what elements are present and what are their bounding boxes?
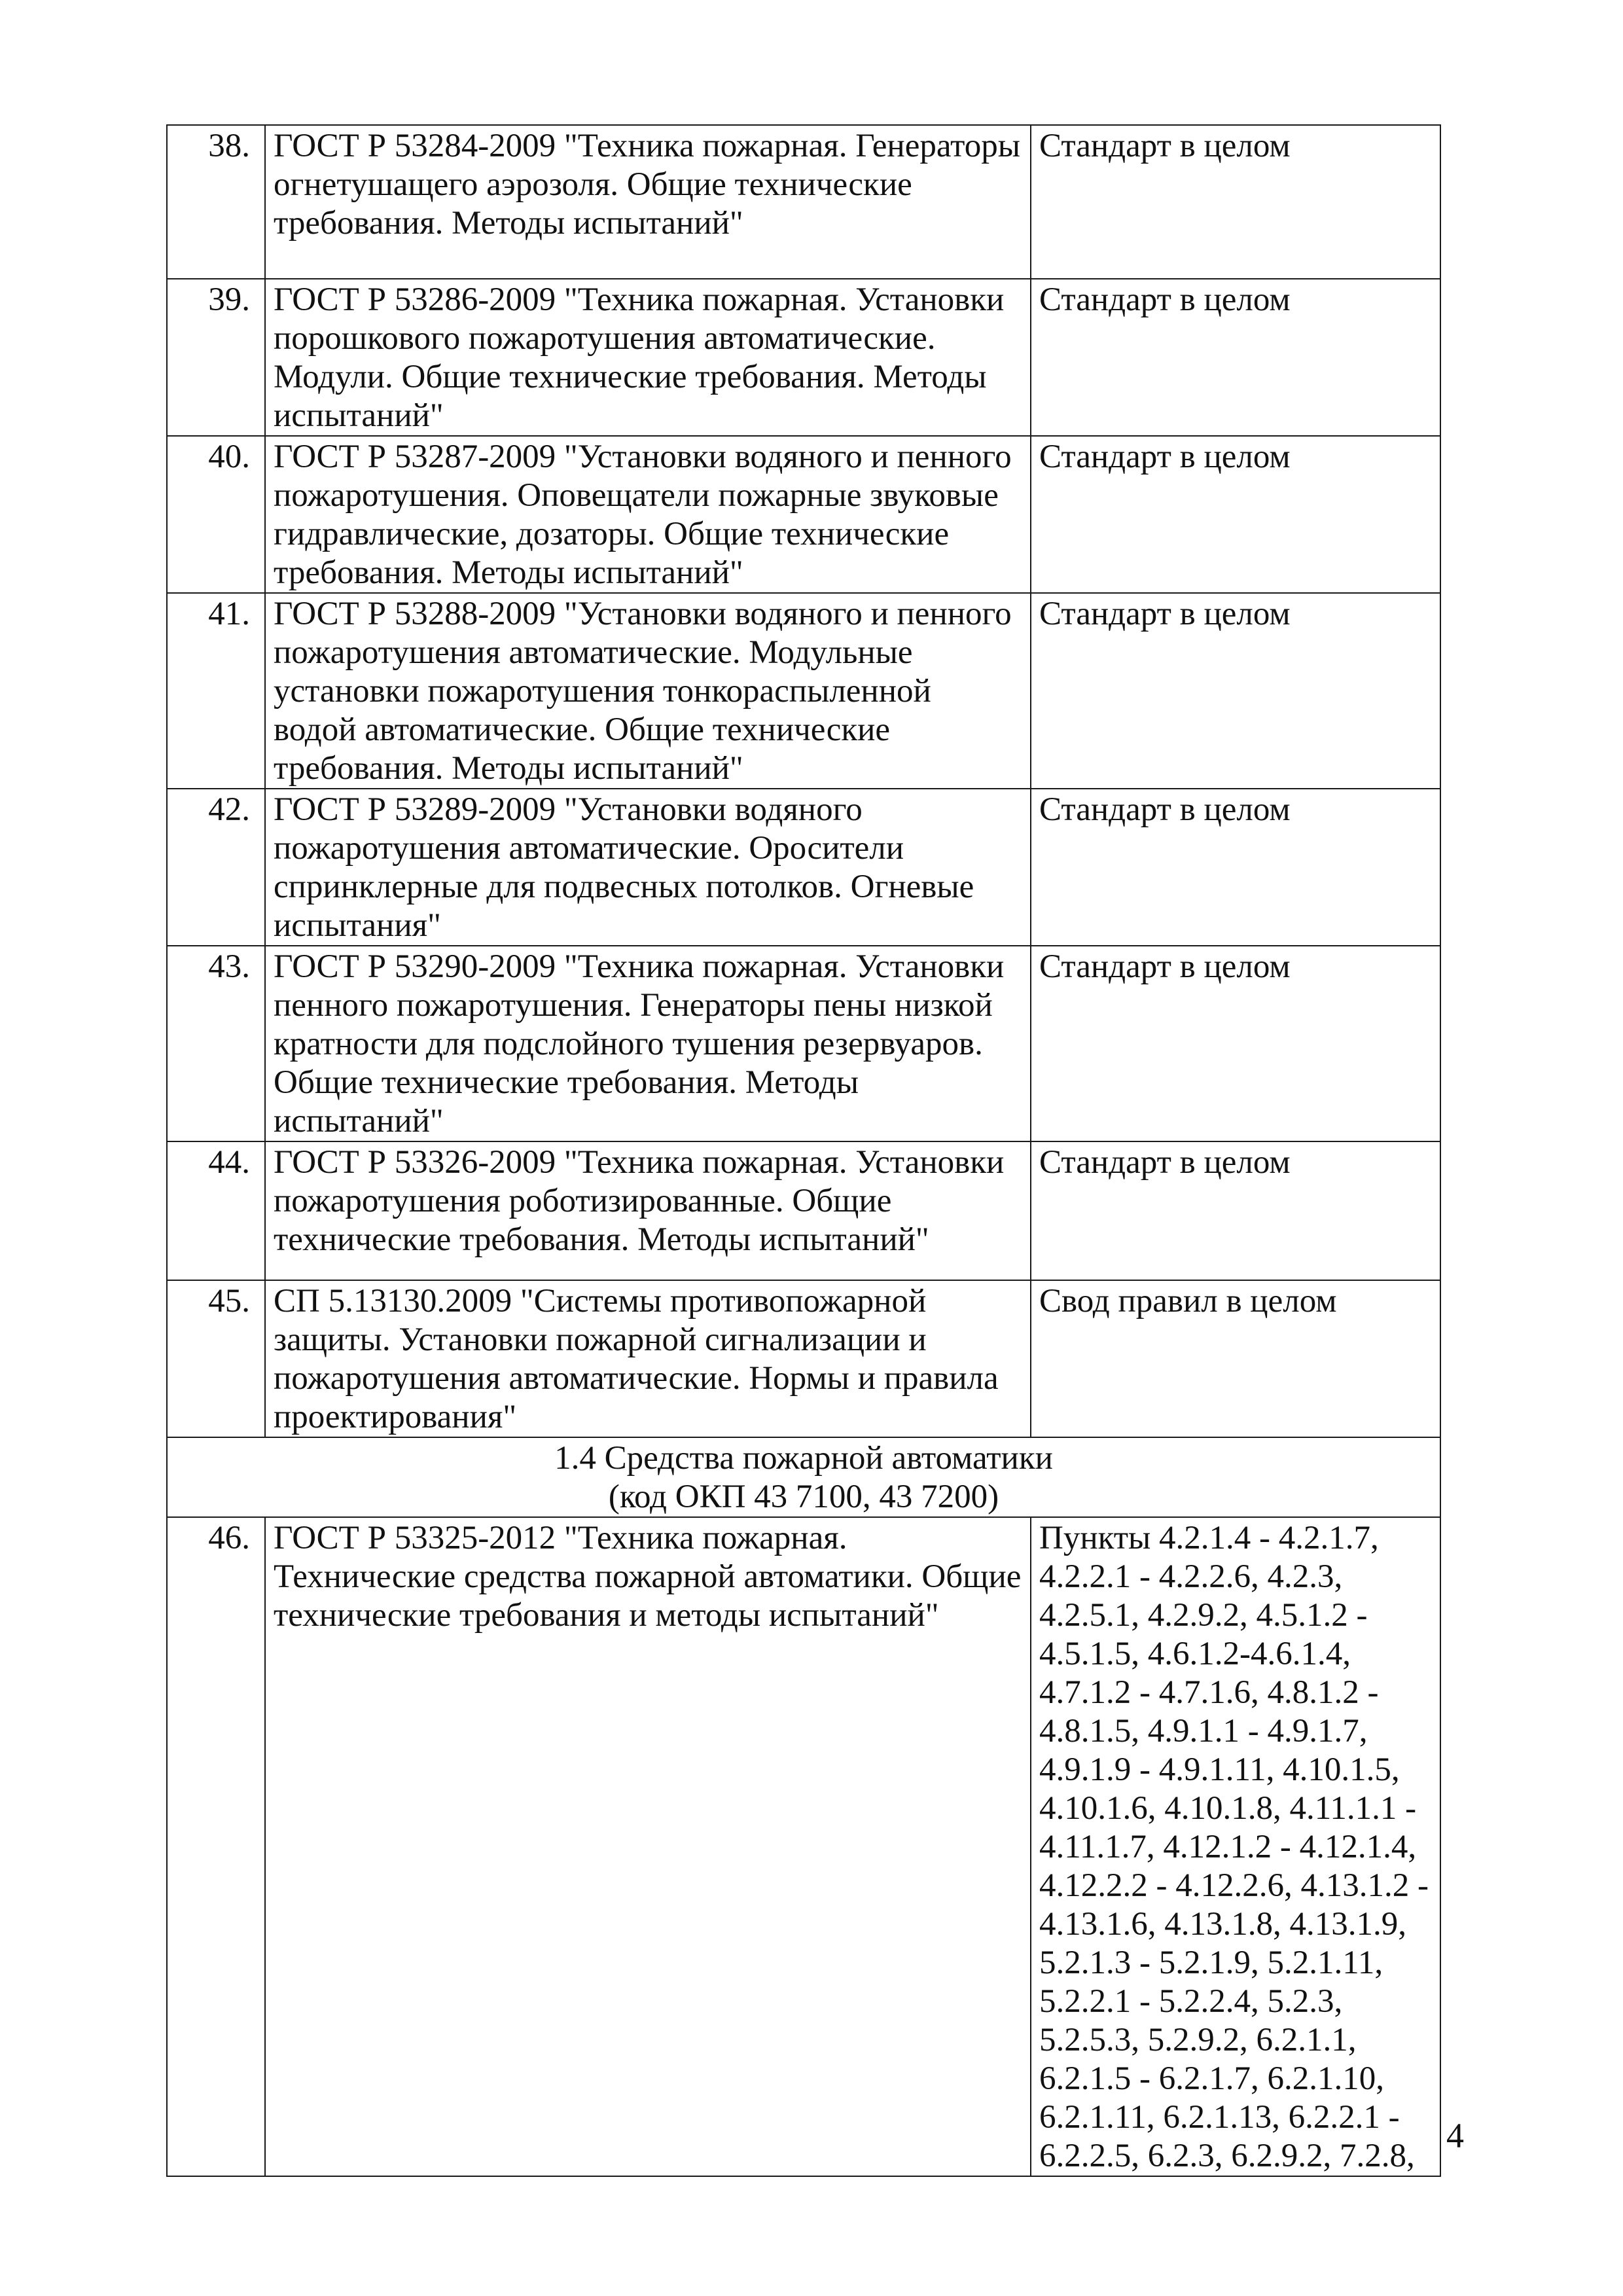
row-number: 45. [167, 1280, 265, 1437]
section-header [167, 1437, 1440, 1517]
table-row [167, 279, 1440, 436]
document-title: ГОСТ Р 53326-2009 "Техника пожарная. Установки пожаротушения роботизированные. Общие технические требования. Методы испытаний" [265, 1141, 1031, 1280]
row-number: 43. [167, 946, 265, 1141]
row-number: 38. [167, 125, 265, 279]
row-number: 42. [167, 789, 265, 946]
page-number: 4 [1446, 2116, 1464, 2155]
applicability-text: Стандарт в целом [1031, 125, 1440, 279]
applicability-text: Стандарт в целом [1031, 789, 1440, 946]
standards-table [166, 124, 1441, 2177]
document-title: ГОСТ Р 53290-2009 "Техника пожарная. Установки пенного пожаротушения. Генераторы пены низкой кратности для подслойного тушения резервуаров. Общие технические требования. Методы испытаний" [265, 946, 1031, 1141]
applicability-text: Свод правил в целом [1031, 1280, 1440, 1437]
table-row [167, 436, 1440, 593]
row-number: 44. [167, 1141, 265, 1280]
table-row [167, 1141, 1440, 1280]
document-title: ГОСТ Р 53288-2009 "Установки водяного и пенного пожаротушения автоматические. Модульные установки пожаротушения тонкораспыленной водой автоматические. Общие технические требования. Методы испытаний" [265, 593, 1031, 789]
applicability-text: Стандарт в целом [1031, 593, 1440, 789]
table-row [167, 125, 1440, 279]
row-number: 46. [167, 1517, 265, 2176]
document-title: ГОСТ Р 53287-2009 "Установки водяного и пенного пожаротушения. Оповещатели пожарные звуковые гидравлические, дозаторы. Общие технические требования. Методы испытаний" [265, 436, 1031, 593]
document-title: ГОСТ Р 53325-2012 "Техника пожарная. Технические средства пожарной автоматики. Общие технические требования и методы испытаний" [265, 1517, 1031, 2176]
table-row [167, 1280, 1440, 1437]
table-row [167, 789, 1440, 946]
row-number: 41. [167, 593, 265, 789]
section-header-row [167, 1437, 1440, 1517]
row-number: 39. [167, 279, 265, 436]
applicability-text: Стандарт в целом [1031, 946, 1440, 1141]
document-title: СП 5.13130.2009 "Системы противопожарной защиты. Установки пожарной сигнализации и пожаротушения автоматические. Нормы и правила проектирования" [265, 1280, 1031, 1437]
table-row [167, 1517, 1440, 2176]
document-title: ГОСТ Р 53286-2009 "Техника пожарная. Установки порошкового пожаротушения автоматические. Модули. Общие технические требования. Методы испытаний" [265, 279, 1031, 436]
applicability-text: Пункты 4.2.1.4 - 4.2.1.7, 4.2.2.1 - 4.2.2.6, 4.2.3, 4.2.5.1, 4.2.9.2, 4.5.1.2 - 4.5.1.5, 4.6.1.2-4.6.1.4, 4.7.1.2 - 4.7.1.6, 4.8.1.2 - 4.8.1.5, 4.9.1.1 - 4.9.1.7, 4.9.1.9 - 4.9.1.11, 4.10.1.5, 4.10.1.6, 4.10.1.8, 4.11.1.1 - 4.11.1.7, 4.12.1.2 - 4.12.1.4, 4.12.2.2 - 4.12.2.6, 4.13.1.2 - 4.13.1.6, 4.13.1.8, 4.13.1.9, 5.2.1.3 - 5.2.1.9, 5.2.1.11, 5.2.2.1 - 5.2.2.4, 5.2.3, 5.2.5.3, 5.2.9.2, 6.2.1.1, 6.2.1.5 - 6.2.1.7, 6.2.1.10, 6.2.1.11, 6.2.1.13, 6.2.2.1 - 6.2.2.5, 6.2.3, 6.2.9.2, 7.2.8, [1031, 1517, 1440, 2176]
row-number: 40. [167, 436, 265, 593]
table-row [167, 946, 1440, 1141]
section-code: (код ОКП 43 7100, 43 7200) [608, 1479, 999, 1515]
document-title: ГОСТ Р 53289-2009 "Установки водяного пожаротушения автоматические. Оросители спринклерные для подвесных потолков. Огневые испытания" [265, 789, 1031, 946]
applicability-text: Стандарт в целом [1031, 436, 1440, 593]
table-row [167, 593, 1440, 789]
applicability-text: Стандарт в целом [1031, 1141, 1440, 1280]
applicability-text: Стандарт в целом [1031, 279, 1440, 436]
document-title: ГОСТ Р 53284-2009 "Техника пожарная. Генераторы огнетушащего аэрозоля. Общие технические требования. Методы испытаний" [265, 125, 1031, 279]
section-title: 1.4 Средства пожарной автоматики [554, 1440, 1053, 1477]
